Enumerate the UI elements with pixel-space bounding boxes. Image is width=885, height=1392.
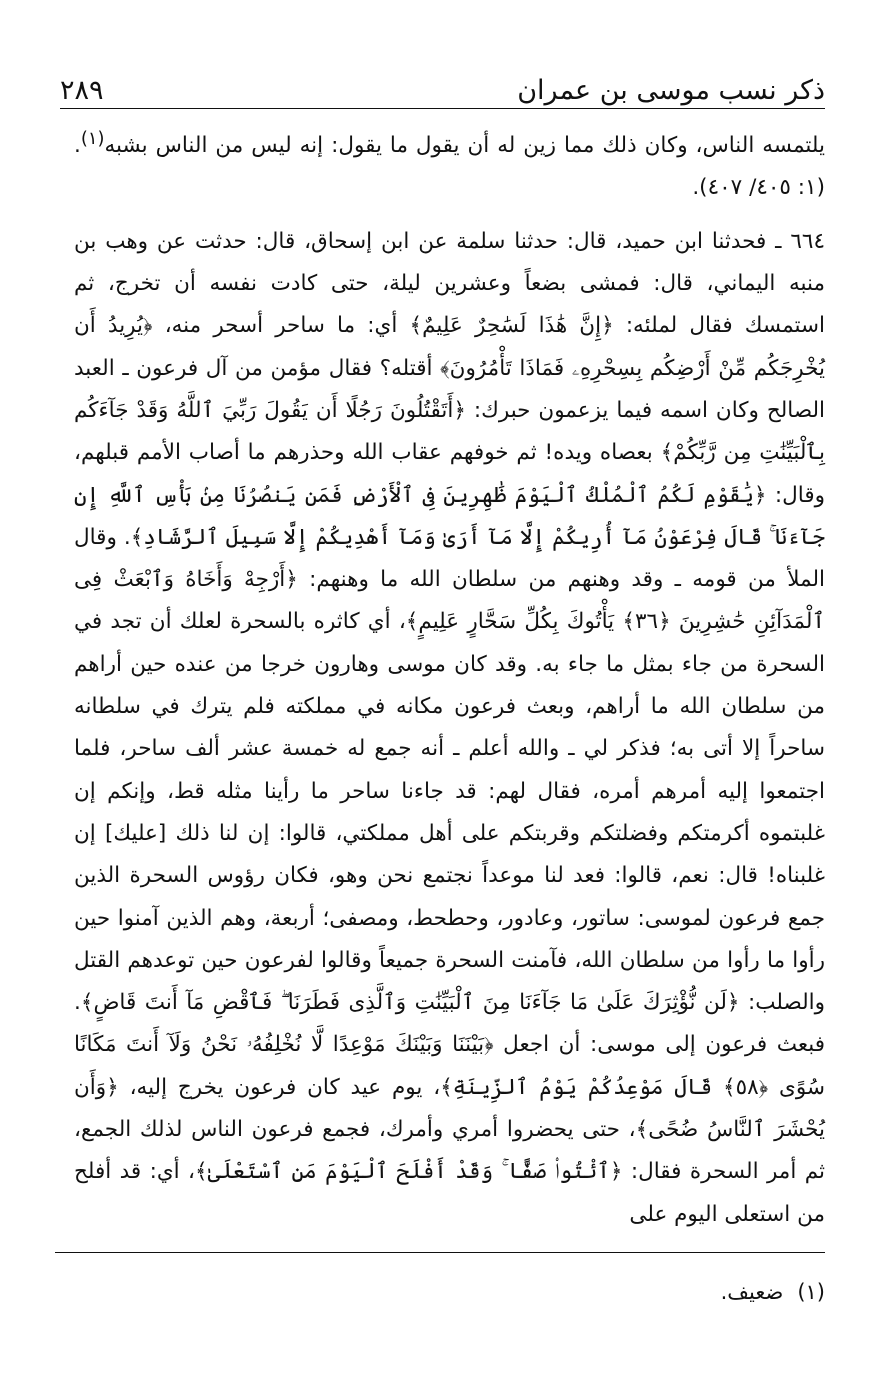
- text-segment: . وقال الملأ من قومه ـ وقد وهنهم من سلطان الله ما وهنهم:: [74, 524, 825, 593]
- text-segment: أقتله؟ فقال مؤمن من آل فرعون ـ العبد الصالح وكان اسمه فيما يزعمون حبرك:: [74, 355, 825, 423]
- quran-quote: ﴿لَن نُّؤْثِرَكَ عَلَىٰ مَا جَآءَنَا مِنَ ٱلْبَيِّنَٰتِ وَٱلَّذِى فَطَرَنَا ۖ فَٱقْضِ مَآ أَنتَ قَاضٍ﴾: [80, 990, 740, 1016]
- footnote-number: (١): [797, 1280, 825, 1304]
- text-segment: أي: ما ساحر أسحر منه،: [152, 313, 410, 339]
- citation-reference: . (١: ٤٠٥/ ٤٠٧).: [74, 133, 825, 201]
- quran-quote: ﴿وَأَن يُحْشَرَ ٱلنَّاسُ ضُحًى﴾: [74, 1074, 825, 1142]
- footnote-marker: (١): [80, 128, 105, 149]
- quran-quote: ﴿أَتَقْتُلُونَ رَجُلًا أَن يَقُولَ رَبِّيَ ٱللَّهُ وَقَدْ جَآءَكُم بِٱلْبَيِّنَٰتِ مِن رَّبِّكُمْ﴾: [74, 397, 826, 466]
- text-segment: ، أي كاثره بالسحرة لعلك أن تجد في السحرة من جاء بمثل ما جاء به. وقد كان موسى وهارون خرجا من عنده حين أراهم من سلطان الله ما أراهم، وبعث فرعون مكانه في مملكته فلم يترك في سلطانه ساحراً إلا أتى به؛ فذكر لي ـ والله أعلم ـ أنه جمع له خمسة عشر ألف ساحر، فلما اجتمعوا إليه أمرهم أمره، فقال لهم: قد جاءنا ساحر ما رأينا مثله قط، وإنكم إن غلبتموه أكرمتكم وفضلتكم وقربتكم على أهل مملكتي، قالوا: إن لنا ذلك [عليك] إن غلبناه! قال: نعم، قالوا: فعد لنا موعداً نجتمع نحن وهو، فكان رؤوس السحرة الذين جمع فرعون لموسى: ساتور، وعادور، وحطحط، ومصفى؛ أربعة، وهم الذين آمنوا حين رأوا ما رأوا من سلطان الله، فآمنت السحرة جميعاً وقالوا لفرعون حين توعدهم القتل والصلب:: [74, 609, 825, 1016]
- paragraph-664: [74, 221, 825, 1236]
- page-header: [60, 60, 825, 104]
- quran-quote: ﴿ٱئْتُوا۟ صَفًّا ۚ وَقَدْ أَفْلَحَ ٱلْيَوْمَ مَنِ ٱسْتَعْلَىٰ﴾: [194, 1159, 623, 1185]
- body-text: [74, 118, 825, 1236]
- header-rule: [60, 108, 825, 109]
- quran-quote: ﴿يُرِيدُ أَن يُخْرِجَكُم مِّنْ أَرْضِكُم بِسِحْرِهِۦ فَمَاذَا تَأْمُرُونَ﴾: [74, 313, 825, 381]
- text-segment: بعصاه ويده! ثم خوفهم عقاب الله وحذرهم ما أصاب الأمم قبلهم، وقال:: [74, 440, 825, 508]
- footnote: [721, 1278, 825, 1307]
- paragraph-1: [74, 118, 825, 210]
- page-number: ٢٨٩: [60, 75, 104, 106]
- quran-quote: ﴿أَرْجِهْ وَأَخَاهُ وَٱبْعَثْ فِى ٱلْمَدَآئِنِ حَٰشِرِينَ ﴿٣٦﴾ يَأْتُوكَ بِكُلِّ سَحَّارٍ عَلِيمٍ﴾: [74, 567, 825, 635]
- text-segment: ٦٦٤ ـ فحدثنا ابن حميد، قال: حدثنا سلمة عن ابن إسحاق، قال: حدثت عن وهب بن منبه اليماني، قال: فمشى بضعاً وعشرين ليلة، حتى كادت نفسه أن تخرج، ثم استمسك فقال لملئه:: [74, 228, 825, 339]
- quran-quote: ﴿بَيْنَنَا وَبَيْنَكَ مَوْعِدًا لَّا نُخْلِفُهُۥ نَحْنُ وَلَآ أَنتَ مَكَانًا سُوًى ﴿٥٨﴾ قَالَ مَوْعِدُكُمْ يَوْمُ ٱلزِّينَةِ﴾: [74, 1032, 825, 1100]
- text-segment: ، حتى يحضروا أمري وأمرك، فجمع فرعون الناس لذلك الجمع، ثم أمر السحرة فقال:: [74, 1116, 825, 1185]
- text-segment: يلتمسه الناس، وكان ذلك مما زين له أن يقول ما يقول: إنه ليس من الناس بشبه: [104, 133, 825, 159]
- quran-quote: ﴿إِنَّ هَٰذَا لَسَٰحِرٌ عَلِيمٌ﴾: [409, 313, 614, 339]
- footnote-rule: [55, 1252, 825, 1253]
- text-segment: ، يوم عيد كان فرعون يخرج إليه،: [118, 1074, 441, 1100]
- running-title: ذكر نسب موسى بن عمران: [517, 75, 825, 106]
- text-segment: ، أي: قد أفلح من استعلى اليوم على: [74, 1159, 825, 1227]
- text-segment: . فبعث فرعون إلى موسى: أن اجعل: [74, 990, 826, 1058]
- quran-quote: ﴿يَٰقَوْمِ لَكُمُ ٱلْمُلْكُ ٱلْيَوْمَ ظَٰهِرِينَ فِى ٱلْأَرْضِ فَمَن يَنصُرُنَا مِنۢ بَأْسِ ٱللَّهِ إِن جَآءَنَا ۚ قَالَ فِرْعَوْنُ مَآ أُرِيكُمْ إِلَّا مَآ أَرَىٰ وَمَآ أَهْدِيكُمْ إِلَّا سَبِيلَ ٱلرَّشَادِ﴾: [74, 482, 825, 550]
- footnote-text: ضعيف.: [720, 1280, 784, 1304]
